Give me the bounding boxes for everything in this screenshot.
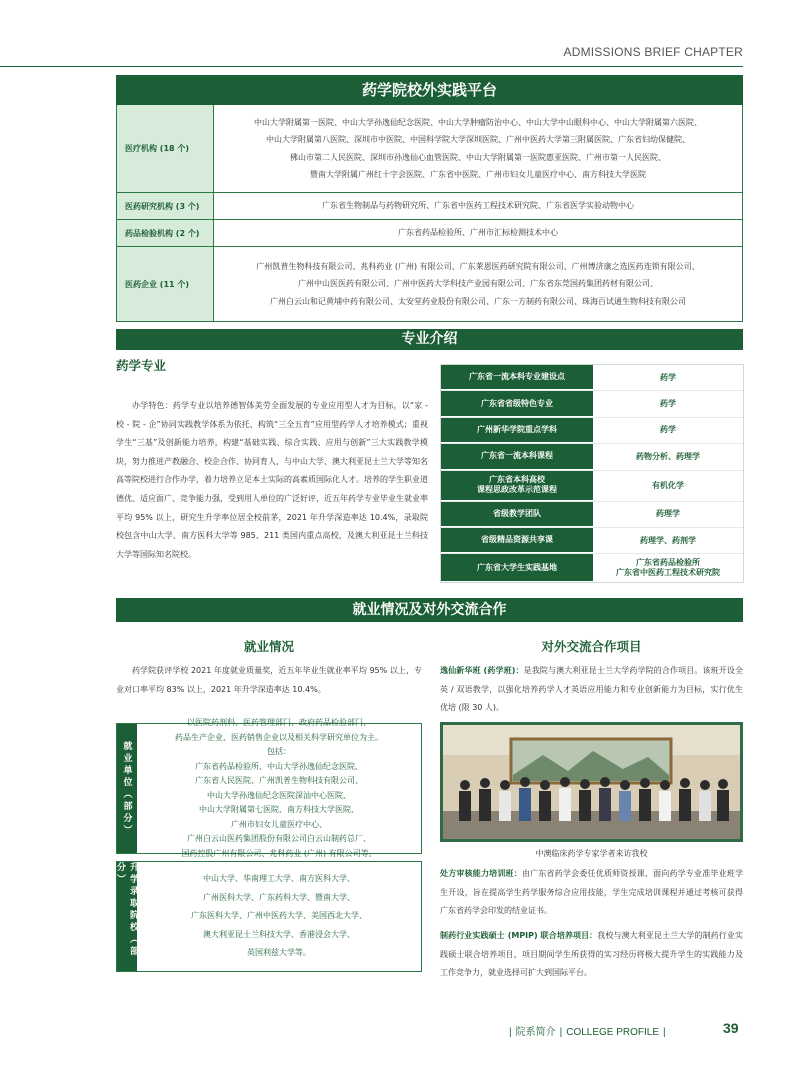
honor-row <box>441 391 743 417</box>
platform-line: 广东省生物制品与药物研究所、广东省中医药工程技术研究院、广东省医学实验动物中心 <box>322 201 634 211</box>
visit-photo <box>440 722 743 842</box>
honor-row <box>441 418 743 444</box>
honor-value: 药物分析、药理学 <box>636 451 700 461</box>
platform-row-value <box>214 220 742 246</box>
platform-line: 广东省药品检验所、广州市汇标检测技术中心 <box>398 228 558 238</box>
school-line: 英国利兹大学等。 <box>247 948 311 958</box>
honor-label: 广东省一流本科专业建设点 <box>441 365 593 390</box>
footer-label-en: COLLEGE PROFILE <box>566 1027 660 1038</box>
employers-label: 就业单位（部分） <box>117 724 137 853</box>
platform-line: 佛山市第二人民医院、深圳市孙逸仙心血管医院、中山大学附属第一医院惠亚医院、广州市第一人民医院、 <box>290 152 666 162</box>
cooperation-p2-heading: 处方审核能力培训班： <box>440 869 522 878</box>
honor-label: 广州新华学院重点学科 <box>441 418 593 443</box>
platform-row <box>116 193 743 220</box>
platform-row-label: 医药企业 (11 个) <box>117 247 214 321</box>
employer-line: 药品生产企业、医药销售企业以及相关科学研究单位为主。 <box>175 732 383 742</box>
cooperation-title: 对外交流合作项目 <box>541 639 642 654</box>
honor-row <box>441 528 743 554</box>
school-line: 广东医科大学、广州中医药大学、美国西北大学、 <box>191 911 367 921</box>
cooperation-paragraph-2 <box>440 865 743 921</box>
platform-line: 中山大学附属第八医院、深圳市中医院、中国科学院大学深圳医院、广州中医药大学第三附属医院、广东省妇幼保健院、 <box>266 135 690 144</box>
honor-value: 药学 <box>660 372 676 382</box>
honor-row <box>441 471 743 502</box>
cooperation-p2-text: 由广东省药学会委任优质师资授课，面向药学专业准毕业班学生开设，旨在提高学生药学服务综合应用技能，学生完成培训课程并通过考核可获得广东省药学会印发的结业证书。 <box>440 869 744 916</box>
platform-row <box>116 220 743 247</box>
section-title-employment: 就业情况及对外交流合作 <box>116 598 743 622</box>
platform-line: 暨南大学附属广州红十字会医院、广东省中医院、广州市妇女儿童医疗中心、南方科技大学医院 <box>310 170 646 179</box>
platform-row <box>116 105 743 193</box>
employer-line: 国药控股广州有限公司、兆科药业 (广州) 有限公司等。 <box>181 848 377 858</box>
honor-value: 药学 <box>660 399 676 409</box>
platform-row-value <box>214 193 742 219</box>
platform-line: 广州凯普生物科技有限公司、兆科药业 (广州) 有限公司、广东莱恩医药研究院有限公司、广州博济康之选医药连锁有限公司、 <box>256 261 700 271</box>
header-divider <box>0 66 743 67</box>
honor-row <box>441 554 743 582</box>
schools-list <box>137 862 421 971</box>
school-line: 广州医科大学、广东药科大学、暨南大学、 <box>203 892 355 902</box>
cooperation-p1-text: 是我院与澳大利亚昆士兰大学药学院的合作项目。该班开设全英 / 双语教学，以强化培养药学人才英语应用能力和专业创新能力为目标，实行优生优培 (限 30 人)。 <box>440 666 743 713</box>
footer-separator: | <box>559 1027 563 1038</box>
honor-label: 省级精品资源共享课 <box>441 528 593 553</box>
platform-row-label: 医疗机构 (18 个) <box>117 105 214 192</box>
cooperation-paragraph-3 <box>440 927 743 983</box>
group-photo-illustration <box>443 725 740 839</box>
footer <box>505 1023 670 1038</box>
section-title-major: 专业介绍 <box>116 329 743 350</box>
honors-table <box>440 364 744 583</box>
honor-row <box>441 502 743 528</box>
employer-line: 中山大学孙逸仙纪念医院深汕中心医院、 <box>207 790 351 800</box>
cooperation-p3-text: 我校与澳大利亚昆士兰大学的制药行业实践硕士联合培养项目，项目期间学生所获得的实习经历将极大提升学生的实践能力及工作竞争力，就业选择可扩大到国际平台。 <box>440 931 744 978</box>
honor-label: 广东省本科高校 课程思政改革示范课程 <box>441 471 593 501</box>
platform-line: 广州白云山和记黄埔中药有限公司、太安堂药业股份有限公司、广东一方制药有限公司、珠海百试通生物科技有限公司 <box>270 296 686 306</box>
honor-value: 药理学 <box>656 509 680 519</box>
honor-row <box>441 365 743 391</box>
honor-value: 广东省药品检验所 广东省中医药工程技术研究院 <box>616 558 720 578</box>
employer-line: 中山大学附属第七医院、南方科技大学医院、 <box>199 805 359 814</box>
footer-label-cn: 院系简介 <box>515 1027 556 1038</box>
employers-list <box>137 718 421 858</box>
chapter-header: ADMISSIONS BRIEF CHAPTER <box>563 45 743 59</box>
employer-line: 广州白云山医药集团股份有限公司白云山制药总厂、 <box>187 834 371 843</box>
footer-separator: | <box>663 1027 666 1038</box>
honor-label: 省级教学团队 <box>441 502 593 527</box>
footer-separator: | <box>509 1027 512 1038</box>
page-number: 39 <box>723 1020 739 1036</box>
employer-line: 广东省人民医院、广州凯普生物科技有限公司、 <box>195 776 363 785</box>
employer-line: 包括： <box>267 747 291 756</box>
honor-value: 药理学、药剂学 <box>640 535 696 545</box>
schools-box <box>116 861 422 972</box>
photo-caption: 中澳临床药学专家学者来访我校 <box>535 849 648 858</box>
major-title: 药学专业 <box>116 358 167 373</box>
honor-label: 广东省省级特色专业 <box>441 391 593 416</box>
honor-row <box>441 444 743 470</box>
employer-line: 广东省药品检验所、中山大学孙逸仙纪念医院、 <box>195 761 363 771</box>
platform-row-value <box>214 247 742 321</box>
honor-label: 广东省大学生实践基地 <box>441 554 593 582</box>
cooperation-p1-heading: 逸仙新华班 (药学班)： <box>440 666 524 675</box>
honor-value: 药学 <box>660 425 676 435</box>
employment-title: 就业情况 <box>243 639 294 654</box>
cooperation-paragraph-1 <box>440 662 743 718</box>
employers-box <box>116 718 422 858</box>
major-paragraph: 办学特色：药学专业以培养德智体美劳全面发展的专业应用型人才为目标，以“家 - 校 - 院 - 企”协同实践教学体系为依托、构筑“三全五育”应用型药学人才培养模式；重视学生“三基”及创新能力培养，构建“基础实践、综合实践、应用与创新”三大实践教学模块，努力推进产教融合、校企合作、协同育人，与中山大学、澳大利亚昆士兰大学等知名高等院校进行合作办学，着力培养立足本土实际的高素质国际化人才。培养的学生职业道德优、适应面广、竞争能力强，受到用人单位的广泛好评，近五年药学专业毕业生就业率平均 95% 以上，研究生升学率位居全校前茅，2021 年升学深造率达 10.4%，录取院校包含中山大学、南方医科大学等 985、211 类国内重点高校，及澳大利亚昆士兰科技大学等国际知名院校。 <box>116 401 428 559</box>
platform-line: 广州中山医医药有限公司、广州中医药大学科技产业园有限公司、广东省东莞国药集团药材有限公司、 <box>298 279 658 289</box>
employer-line: 广州市妇女儿童医疗中心、 <box>231 819 327 829</box>
honor-label: 广东省一流本科课程 <box>441 444 593 469</box>
platform-line: 中山大学附属第一医院、中山大学孙逸仙纪念医院、中山大学肿瘤防治中心、中山大学中山眼科中心、中山大学附属第六医院、 <box>254 117 702 127</box>
platform-row-value <box>214 105 742 192</box>
cooperation-p3-heading: 制药行业实践硕士 (MPIP) 联合培养项目： <box>440 931 598 940</box>
school-line: 中山大学、华南理工大学、南方医科大学、 <box>203 874 355 884</box>
platform-title: 药学院校外实践平台 <box>116 75 743 105</box>
school-line: 澳大利亚昆士兰科技大学、香港浸会大学、 <box>203 929 355 939</box>
major-description <box>116 397 428 564</box>
platform-row-label: 医药研究机构 (3 个) <box>117 193 214 219</box>
platform-row-label: 药品检验机构 (2 个) <box>117 220 214 246</box>
employment-paragraph: 药学院获评学校 2021 年度就业质量奖，近五年毕业生就业率平均 95% 以上，专业对口率平均 83% 以上，2021 年升学深造率达 10.4%。 <box>116 666 422 694</box>
honor-value: 有机化学 <box>652 480 684 490</box>
platform-row <box>116 247 743 322</box>
practice-platform-table <box>116 75 743 322</box>
schools-label: 升学录取院校（部分） <box>117 862 137 971</box>
employer-line: 以医院药剂科、医药管理部门、政府药品检验部门、 <box>187 718 371 727</box>
